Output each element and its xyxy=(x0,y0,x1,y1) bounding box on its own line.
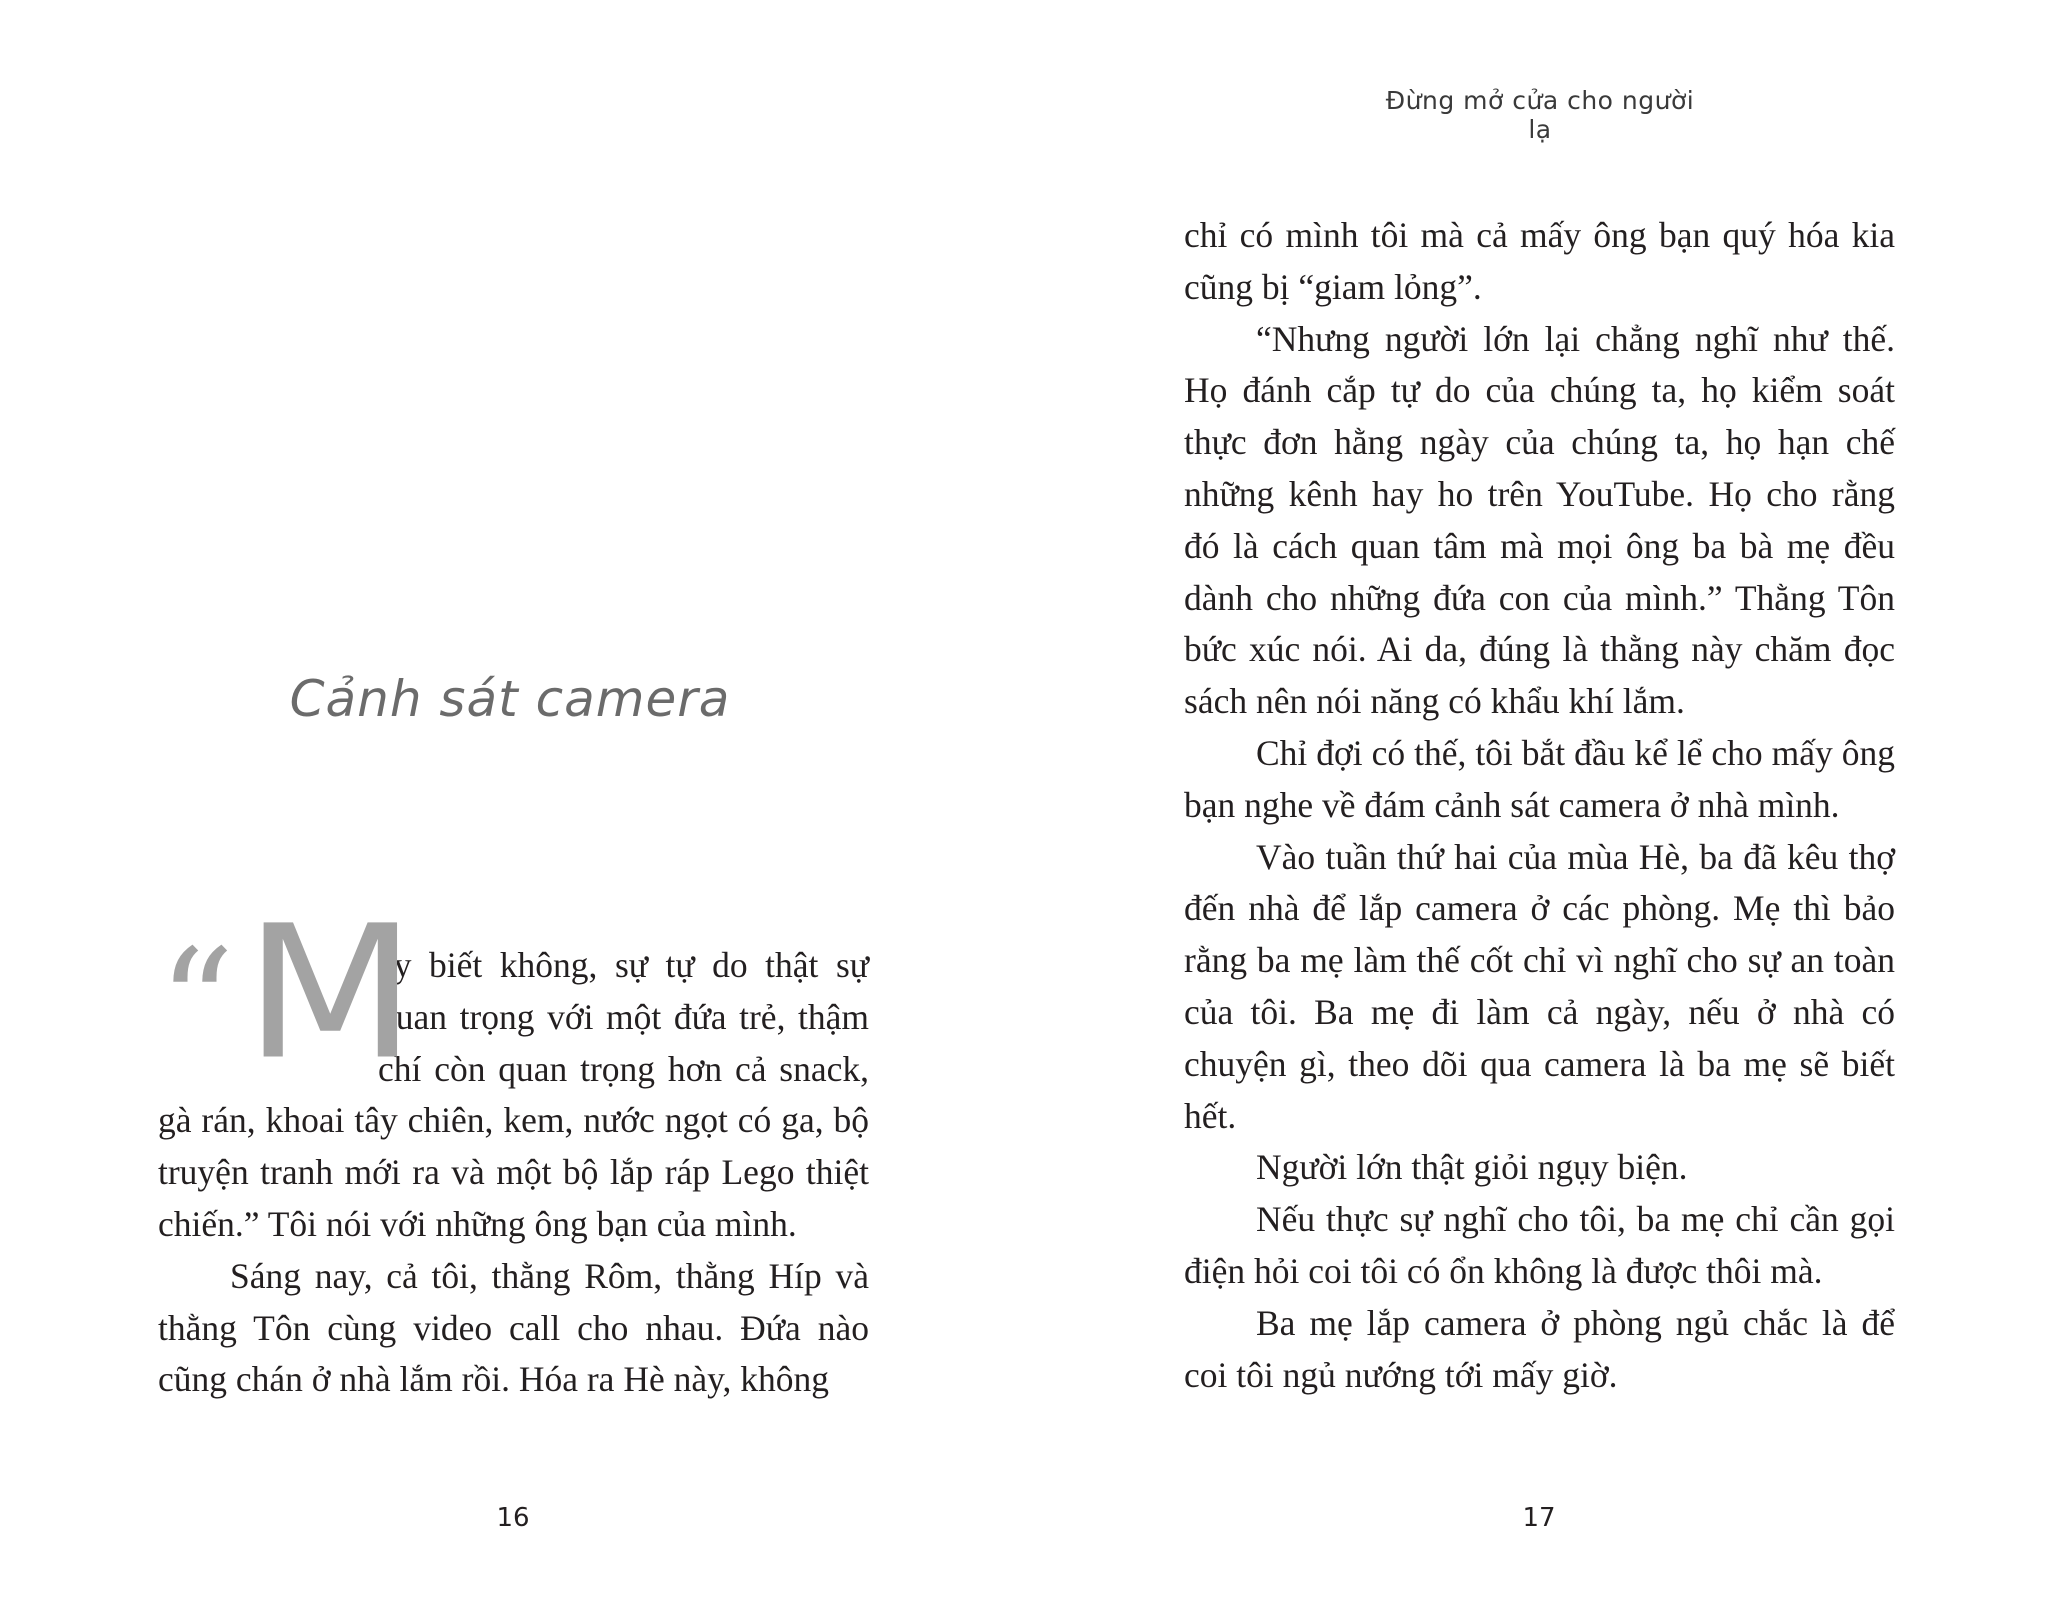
drop-cap-quote-mark: “ xyxy=(158,918,235,1092)
body-paragraph: Người lớn thật giỏi ngụy biện. xyxy=(1256,1147,1688,1188)
body-paragraph: Ba mẹ lắp camera ở phòng ngủ chắc là để coi tôi ngủ nướng tới mấy giờ. xyxy=(1184,1302,1895,1395)
continuation-paragraph: chỉ có mình tôi mà cả mấy ông bạn quý hóa kia cũng bị “giam lỏng”. xyxy=(1184,215,1895,307)
right-page-body xyxy=(1184,210,1895,1401)
drop-cap xyxy=(158,886,417,1101)
body-paragraph: “Nhưng người lớn lại chẳng nghĩ như thế. Họ đánh cắp tự do của chúng ta, họ kiểm soát thực đơn hằng ngày của chúng ta, họ hạn chế những kênh hay ho trên YouTube. Họ cho rằng đó là cách quan tâm mà mọi ông ba bà mẹ đều dành cho những đứa con của mình.” Thằng Tôn bức xúc nói. Ai da, đúng là thằng này chăm đọc sách nên nói năng có khẩu khí lắm. xyxy=(1184,318,1895,722)
chapter-title: Cảnh sát camera xyxy=(289,670,731,728)
page-number-left: 16 xyxy=(496,1503,530,1533)
running-header: Đừng mở cửa cho người lạ xyxy=(1385,86,1695,144)
body-paragraph: Nếu thực sự nghĩ cho tôi, ba mẹ chỉ cần gọi điện hỏi coi tôi có ổn không là được thôi mà. xyxy=(1184,1199,1895,1291)
left-page-body xyxy=(158,886,869,1406)
page-number-right: 17 xyxy=(1522,1503,1556,1533)
body-paragraph: Chỉ đợi có thế, tôi bắt đầu kể lể cho mấy ông bạn nghe về đám cảnh sát camera ở nhà mình. xyxy=(1184,732,1895,825)
opening-paragraph-text: ày biết không, sự tự do thật sự quan trọng với một đứa trẻ, thậm chí còn quan trọng hơn cả snack, gà rán, khoai tây chiên, kem, nước ngọt có ga, bộ truyện tranh mới ra và một bộ lắp ráp Lego thiệt chiến.” Tôi nói với những ông bạn của mình. xyxy=(158,945,869,1244)
body-paragraph: Sáng nay, cả tôi, thằng Rôm, thằng Híp và thằng Tôn cùng video call cho nhau. Đứa nào cũng chán ở nhà lắm rồi. Hóa ra Hè này, không xyxy=(158,1255,869,1400)
body-paragraph: Vào tuần thứ hai của mùa Hè, ba đã kêu thợ đến nhà để lắp camera ở các phòng. Mẹ thì bảo rằng ba mẹ làm thế cốt chỉ vì nghĩ cho sự an toàn của tôi. Ba mẹ đi làm cả ngày, nếu ở nhà có chuyện gì, theo dõi qua camera là ba mẹ sẽ biết hết. xyxy=(1184,836,1895,1136)
opening-paragraph xyxy=(158,886,869,1251)
drop-cap-letter: M xyxy=(244,886,417,1101)
